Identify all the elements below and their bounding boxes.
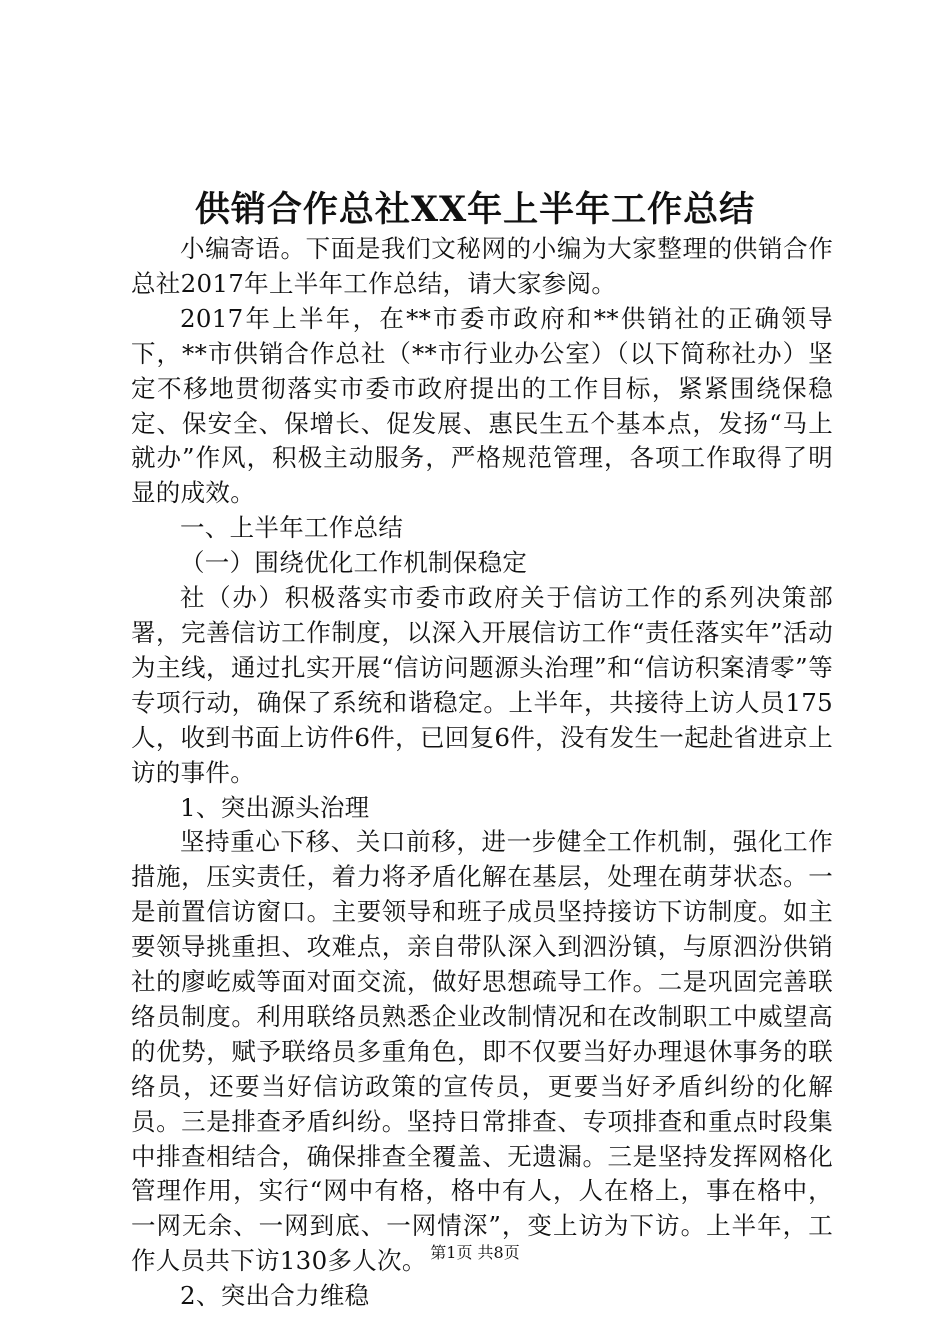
section-heading: 一、上半年工作总结: [180, 513, 404, 543]
subsection-heading: （一）围绕优化工作机制保稳定: [180, 548, 528, 578]
page-number: 第1页 共8页: [430, 1243, 520, 1262]
document-title: 供销合作总社XX年上半年工作总结: [194, 189, 756, 230]
document-body: [131, 232, 833, 1314]
paragraph-intro: 小编寄语。下面是我们文秘网的小编为大家整理的供销合作总社2017年上半年工作总结，请大家参阅。: [131, 234, 833, 298]
paragraph-overview: 2017年上半年，在**市委市政府和**供销社的正确领导下，**市供销合作总社（**市行业办公室）（以下简称社办）坚定不移地贯彻落实市委市政府提出的工作目标，紧紧围绕保稳定、保安全、保增长、促发展、惠民生五个基本点，发扬“马上就办”作风，积极主动服务，严格规范管理，各项工作取得了明显的成效。: [131, 303, 834, 508]
paragraph-source-governance: 坚持重心下移、关口前移，进一步健全工作机制，强化工作措施，压实责任，着力将矛盾化解在基层，处理在萌芽状态。一是前置信访窗口。主要领导和班子成员坚持接访下访制度。如主要领导挑重担、攻难点，亲自带队深入到泗汾镇，与原泗汾供销社的廖屹威等面对面交流，做好思想疏导工作。二是巩固完善联络员制度。利用联络员熟悉企业改制情况和在改制职工中威望高的优势，赋予联络员多重角色，即不仅要当好办理退休事务的联络员，还要当好信访政策的宣传员，更要当好矛盾纠纷的化解员。三是排查矛盾纠纷。坚持日常排查、专项排查和重点时段集中排查相结合，确保排查全覆盖、无遗漏。三是坚持发挥网格化管理作用，实行“网中有格，格中有人，人在格上，事在格中，一网无余、一网到底、一网情深”，变上访为下访。上半年，工作人员共下访130多人次。: [131, 827, 834, 1276]
item-heading-1: 1、突出源头治理: [180, 792, 370, 822]
paragraph-petition-work: 社（办）积极落实市委市政府关于信访工作的系列决策部署，完善信访工作制度，以深入开展信访工作“责任落实年”活动为主线，通过扎实开展“信访问题源头治理”和“信访积案清零”等专项行动，确保了系统和谐稳定。上半年，共接待上访人员175人，收到书面上访件6件，已回复6件，没有发生一起赴省进京上访的事件。: [131, 583, 833, 787]
item-heading-2: 2、突出合力维稳: [180, 1281, 370, 1311]
